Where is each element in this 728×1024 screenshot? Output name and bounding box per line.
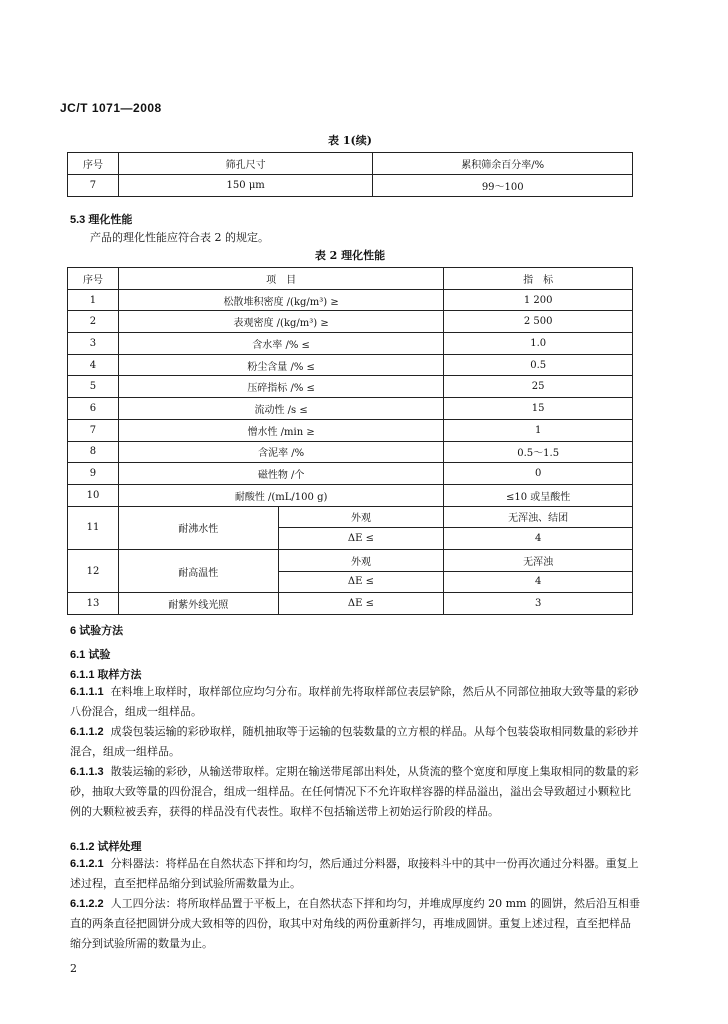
table-row: [68, 398, 633, 420]
table-cell: 1.0: [444, 333, 633, 355]
table-cell: 1: [68, 289, 119, 311]
table-row: [68, 354, 633, 376]
clause-number: 6.1.1.3: [70, 766, 104, 778]
table-header-cell: 项 目: [118, 268, 443, 290]
table-row: [68, 463, 633, 485]
table-cell: 流动性 /s ≤: [118, 398, 443, 420]
table-cell: 99～100: [373, 175, 633, 197]
paragraph-6-1-1-2: [70, 722, 640, 762]
table1-header-row: [68, 153, 633, 175]
table-cell: 15: [444, 398, 633, 420]
table-row: [68, 289, 633, 311]
table-cell: 3: [68, 333, 119, 355]
table-cell: ΔE ≤: [278, 528, 444, 550]
table-cell: 10: [68, 484, 119, 506]
table-cell: ΔE ≤: [278, 593, 444, 615]
table-cell: 150 μm: [118, 175, 373, 197]
paragraph-6-1-2-2: [70, 894, 640, 954]
table-cell: 4: [444, 528, 633, 550]
table-cell: 外观: [278, 549, 444, 571]
table-row: [68, 506, 633, 528]
table-cell: 6: [68, 398, 119, 420]
table-cell: 8: [68, 441, 119, 463]
table-cell: 耐高温性: [118, 549, 278, 592]
clause-text: 人工四分法：将所取样品置于平板上，在自然状态下拌和均匀，并堆成厚度约 20 mm 的圆饼，然后沿互相垂直的两条直径把圆饼分成大致相等的四份，取其中对角线的两份重新拌匀，再堆成圆饼。重复上述过程，直至把样品缩分到试验所需的数量为止。: [70, 897, 640, 950]
table-cell: 无浑浊: [444, 549, 633, 571]
table-cell: 7: [68, 175, 119, 197]
table-cell: 11: [68, 506, 119, 549]
table-cell: 含水率 /% ≤: [118, 333, 443, 355]
table-row: [68, 376, 633, 398]
table-cell: 松散堆积密度 /(kg/m³) ≥: [118, 289, 443, 311]
table-cell: 4: [68, 354, 119, 376]
table2-caption: 表 2 理化性能: [314, 249, 386, 262]
clause-number: 6.1.2.1: [70, 858, 104, 870]
table-cell: 憎水性 /min ≥: [118, 419, 443, 441]
table-cell: 4: [444, 571, 633, 593]
section-heading-6-1: 6.1 试验: [70, 649, 111, 661]
clause-number: 6.1.2.2: [70, 898, 104, 910]
table-cell: 2: [68, 311, 119, 333]
table-cell: 粉尘含量 /% ≤: [118, 354, 443, 376]
table-cell: 外观: [278, 506, 444, 528]
table-cell: 无浑浊、结团: [444, 506, 633, 528]
clause-text: 散装运输的彩砂，从输送带取样。定期在输送带尾部出料处，从货流的整个宽度和厚度上集取相同的数量的彩砂，抽取大致等量的四份混合，组成一组样品。在任何情况下不允许取样容器的样品溢出，溢出会导致超过小颗粒比例的大颗粒被丢弃，获得的样品没有代表性。取样不包括输送带上初始运行阶段的样品。: [70, 765, 639, 818]
table-cell: ΔE ≤: [278, 571, 444, 593]
table-header-cell: 序号: [68, 268, 119, 290]
section-heading-5-3: 5.3 理化性能: [70, 214, 133, 226]
table-cell: 25: [444, 376, 633, 398]
table-header-cell: 指 标: [444, 268, 633, 290]
table-cell: 13: [68, 593, 119, 615]
table-cell: 耐酸性 /(mL/100 g): [118, 484, 443, 506]
table-header-cell: 筛孔尺寸: [118, 153, 373, 175]
table-cell: 0.5～1.5: [444, 441, 633, 463]
paragraph-6-1-1-1: [70, 682, 640, 722]
table-cell: 含泥率 /%: [118, 441, 443, 463]
table-cell: 3: [444, 593, 633, 615]
table-cell: 0.5: [444, 354, 633, 376]
table-cell: 磁性物 /个: [118, 463, 443, 485]
clause-number: 6.1.1.2: [70, 726, 104, 738]
paragraph-6-1-2-1: [70, 854, 640, 894]
table2-header-row: [68, 268, 633, 290]
table-cell: 耐紫外线光照: [118, 593, 278, 615]
section-heading-6-1-2: 6.1.2 试样处理: [70, 841, 142, 853]
table-cell: 7: [68, 419, 119, 441]
table-cell: 0: [444, 463, 633, 485]
clause-number: 6.1.1.1: [70, 686, 104, 698]
standard-code-header: JC/T 1071—2008: [60, 101, 162, 115]
section-heading-6-1-1: 6.1.1 取样方法: [70, 669, 142, 681]
table-row: [68, 311, 633, 333]
table-cell: 1 200: [444, 289, 633, 311]
table-row: [68, 419, 633, 441]
table-row: [68, 333, 633, 355]
table-cell: 表观密度 /(kg/m³) ≥: [118, 311, 443, 333]
table-cell: ≤10 或呈酸性: [444, 484, 633, 506]
table-header-cell: 累积筛余百分率/%: [373, 153, 633, 175]
table-row: [68, 441, 633, 463]
table-cell: 12: [68, 549, 119, 592]
table-cell: 9: [68, 463, 119, 485]
table-row: [68, 549, 633, 571]
table2-physical-chemical-properties: [67, 267, 633, 615]
table-row: [68, 593, 633, 615]
table-header-cell: 序号: [68, 153, 119, 175]
table-cell: 1: [444, 419, 633, 441]
table-cell: 耐沸水性: [118, 506, 278, 549]
paragraph-6-1-1-3: [70, 762, 640, 822]
section-5-3-intro: 产品的理化性能应符合表 2 的规定。: [90, 231, 269, 244]
table1-continued: [67, 152, 633, 197]
table-row: [68, 484, 633, 506]
clause-text: 在料堆上取样时，取样部位应均匀分布。取样前先将取样部位表层铲除，然后从不同部位抽取大致等量的彩砂八份混合，组成一组样品。: [70, 685, 639, 718]
table-row: [68, 175, 633, 197]
table-cell: 2 500: [444, 311, 633, 333]
section-heading-6: 6 试验方法: [70, 625, 124, 637]
clause-text: 成袋包装运输的彩砂取样，随机抽取等于运输的包装数量的立方根的样品。从每个包装袋取相同数量的彩砂并混合，组成一组样品。: [70, 725, 639, 758]
page-number: 2: [70, 962, 77, 975]
table1-caption: 表 1(续): [328, 134, 372, 147]
clause-text: 分料器法：将样品在自然状态下拌和均匀，然后通过分料器，取接料斗中的其中一份再次通过分料器。重复上述过程，直至把样品缩分到试验所需数量为止。: [70, 857, 639, 890]
table-cell: 5: [68, 376, 119, 398]
table-cell: 压碎指标 /% ≤: [118, 376, 443, 398]
